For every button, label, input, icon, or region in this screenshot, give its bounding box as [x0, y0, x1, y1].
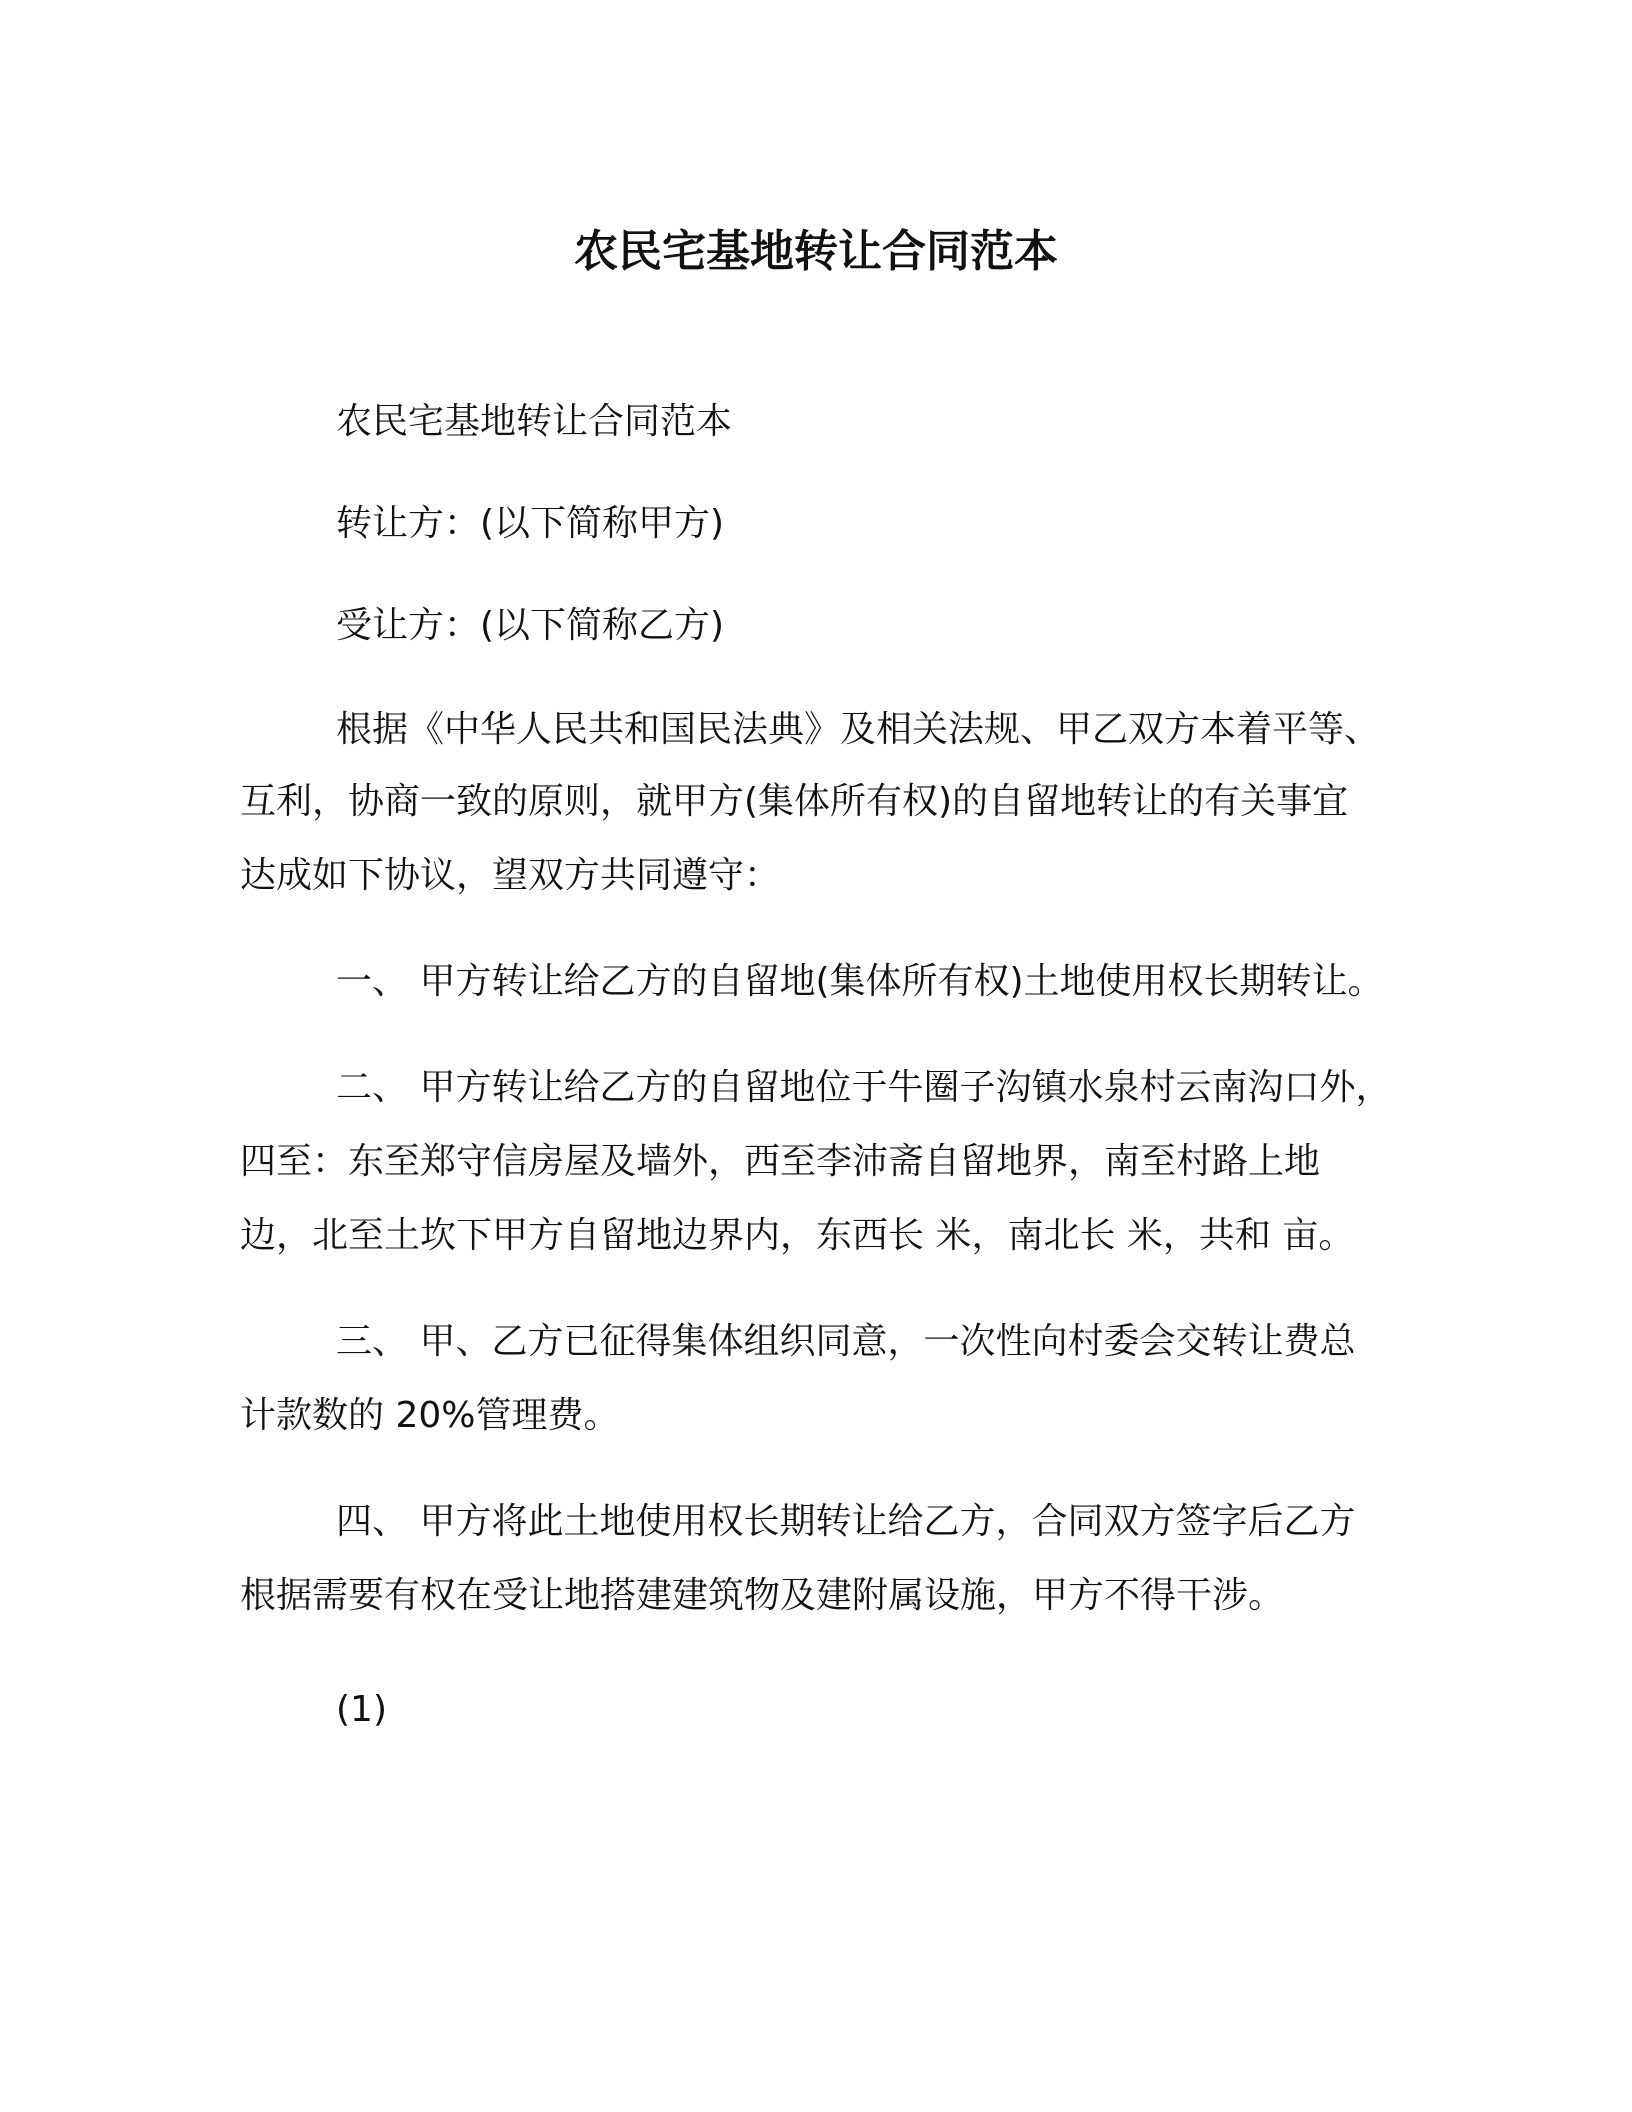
- clause-2-line-3: 边，北至土坎下甲方自留地边界内，东西长 米，南北长 米，共和 亩。: [240, 1215, 1355, 1256]
- clause-2-line-1: 二、 甲方转让给乙方的自留地位于牛圈子沟镇水泉村云南沟口外，: [336, 1067, 1392, 1108]
- transferee-line: 受让方：(以下简称乙方): [336, 605, 725, 646]
- clause-3-line-2: 计款数的 20%管理费。: [240, 1395, 620, 1436]
- transferor-line: 转让方：(以下简称甲方): [336, 503, 725, 544]
- preamble-line-1: 根据《中华人民共和国民法典》及相关法规、甲乙双方本着平等、: [336, 709, 1381, 750]
- page-marker: (1): [336, 1689, 387, 1730]
- subtitle: 农民宅基地转让合同范本: [336, 401, 733, 442]
- clause-2-line-2: 四至：东至郑守信房屋及墙外，西至李沛斋自留地界，南至村路上地: [240, 1141, 1321, 1182]
- clause-4-line-2: 根据需要有权在受让地搭建建筑物及建附属设施，甲方不得干涉。: [240, 1575, 1285, 1616]
- clause-3-line-1: 三、 甲、乙方已征得集体组织同意，一次性向村委会交转让费总: [336, 1321, 1356, 1362]
- clause-1-line-1: 一、 甲方转让给乙方的自留地(集体所有权)土地使用权长期转让。: [336, 961, 1384, 1002]
- preamble-line-2: 互利，协商一致的原则，就甲方(集体所有权)的自留地转让的有关事宜: [240, 781, 1349, 822]
- clause-4-line-1: 四、 甲方将此土地使用权长期转让给乙方，合同双方签字后乙方: [336, 1501, 1356, 1542]
- preamble-line-3: 达成如下协议，望双方共同遵守：: [240, 855, 781, 896]
- document-title: 农民宅基地转让合同范本: [574, 226, 1058, 277]
